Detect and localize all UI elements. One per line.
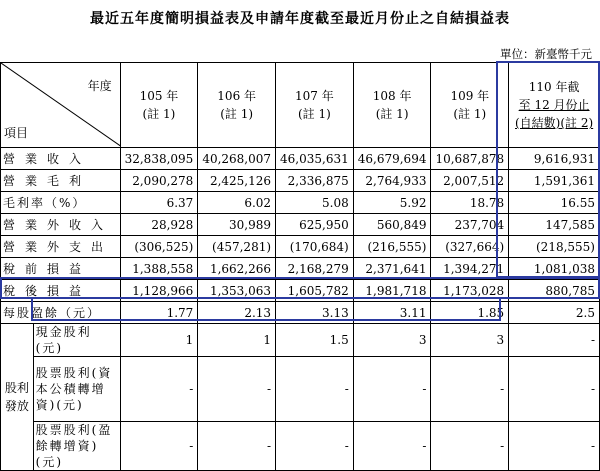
value-cell: 46,035,631 — [276, 148, 354, 170]
value-cell: 46,679,694 — [353, 148, 431, 170]
value-cell: (218,555) — [509, 236, 600, 258]
value-cell: 880,785 — [509, 280, 600, 302]
value-cell: 1 — [198, 324, 276, 357]
value-cell: 1.77 — [120, 302, 198, 324]
value-cell: 625,950 — [276, 214, 354, 236]
value-cell: 1,173,028 — [431, 280, 509, 302]
value-cell: 1,081,038 — [509, 258, 600, 280]
table-row — [1, 236, 600, 258]
dividend-group-label: 股利發放 — [1, 324, 34, 471]
value-cell: 30,989 — [198, 214, 276, 236]
unit-label: 單位：新臺幣千元 — [500, 47, 592, 61]
value-cell: 1,591,361 — [509, 170, 600, 192]
value-cell: - — [276, 357, 354, 422]
value-cell: (306,525) — [120, 236, 198, 258]
row-label: 營業外支出 — [1, 236, 121, 258]
value-cell: 5.08 — [276, 192, 354, 214]
value-cell: 1,394,271 — [431, 258, 509, 280]
value-cell: - — [353, 357, 431, 422]
value-cell: 147,585 — [509, 214, 600, 236]
value-cell: 2,371,641 — [353, 258, 431, 280]
value-cell: 1,605,782 — [276, 280, 354, 302]
value-cell: (170,684) — [276, 236, 354, 258]
value-cell: 237,704 — [431, 214, 509, 236]
value-cell: - — [198, 357, 276, 422]
dividend-label: 股票股利(資本公積轉增資)(元) — [33, 357, 120, 422]
value-cell: 2,425,126 — [198, 170, 276, 192]
row-label: 毛利率（%） — [1, 192, 121, 214]
value-cell: - — [353, 422, 431, 471]
year-header: 108 年 (註 1) — [353, 63, 431, 148]
item-axis-label: 項目 — [4, 126, 29, 140]
table-row — [1, 192, 600, 214]
value-cell: 2,336,875 — [276, 170, 354, 192]
row-label: 每股盈餘（元） — [1, 302, 121, 324]
dividend-row — [1, 422, 600, 471]
value-cell: 32,838,095 — [120, 148, 198, 170]
value-cell: 560,849 — [353, 214, 431, 236]
value-cell: 1.5 — [276, 324, 354, 357]
value-cell: 1,662,266 — [198, 258, 276, 280]
value-cell: 40,268,007 — [198, 148, 276, 170]
table-row — [1, 280, 600, 302]
value-cell: - — [120, 357, 198, 422]
value-cell: 1,981,718 — [353, 280, 431, 302]
value-cell: 5.92 — [353, 192, 431, 214]
table-row — [1, 214, 600, 236]
value-cell: 6.37 — [120, 192, 198, 214]
year-header: 106 年 (註 1) — [198, 63, 276, 148]
year-header: 105 年 (註 1) — [120, 63, 198, 148]
dividend-row — [1, 324, 600, 357]
value-cell: 9,616,931 — [509, 148, 600, 170]
year-header: 109 年 (註 1) — [431, 63, 509, 148]
year-header-current: 110 年截 至 12 月份止 (自結數)(註 2) — [509, 63, 600, 148]
value-cell: (457,281) — [198, 236, 276, 258]
dividend-label: 股票股利(盈餘轉增資)(元) — [33, 422, 120, 471]
value-cell: 1 — [120, 324, 198, 357]
row-label: 營業外收入 — [1, 214, 121, 236]
value-cell: 3 — [353, 324, 431, 357]
value-cell: - — [509, 324, 600, 357]
value-cell: (327,664) — [431, 236, 509, 258]
income-statement-table — [0, 62, 600, 471]
value-cell: - — [276, 422, 354, 471]
dividend-row — [1, 357, 600, 422]
value-cell: 28,928 — [120, 214, 198, 236]
value-cell: 2,007,512 — [431, 170, 509, 192]
diagonal-header-cell — [1, 63, 121, 148]
value-cell: 2,764,933 — [353, 170, 431, 192]
value-cell: 2,168,279 — [276, 258, 354, 280]
value-cell: 1.85 — [431, 302, 509, 324]
table-row — [1, 170, 600, 192]
value-cell: - — [120, 422, 198, 471]
value-cell: 3.11 — [353, 302, 431, 324]
value-cell: - — [431, 422, 509, 471]
table-row — [1, 302, 600, 324]
row-label: 稅後損益 — [1, 280, 121, 302]
value-cell: 10,687,878 — [431, 148, 509, 170]
value-cell: 3.13 — [276, 302, 354, 324]
table-row — [1, 148, 600, 170]
value-cell: 3 — [431, 324, 509, 357]
row-label: 營業收入 — [1, 148, 121, 170]
year-header: 107 年 (註 1) — [276, 63, 354, 148]
value-cell: 1,353,063 — [198, 280, 276, 302]
value-cell: - — [509, 357, 600, 422]
table-row — [1, 258, 600, 280]
value-cell: 18.78 — [431, 192, 509, 214]
dividend-label: 現金股利(元) — [33, 324, 120, 357]
value-cell: 6.02 — [198, 192, 276, 214]
value-cell: - — [509, 422, 600, 471]
value-cell: 2.13 — [198, 302, 276, 324]
title-text: 最近五年度簡明損益表及申請年度截至最近月份止之自結損益表 — [90, 11, 510, 27]
year-axis-label: 年度 — [87, 79, 112, 93]
value-cell: - — [431, 357, 509, 422]
row-label: 營業毛利 — [1, 170, 121, 192]
page-title — [0, 8, 600, 28]
value-cell: (216,555) — [353, 236, 431, 258]
header-row — [1, 63, 600, 148]
row-label: 稅前損益 — [1, 258, 121, 280]
value-cell: - — [198, 422, 276, 471]
value-cell: 1,128,966 — [120, 280, 198, 302]
value-cell: 1,388,558 — [120, 258, 198, 280]
value-cell: 2.5 — [509, 302, 600, 324]
value-cell: 2,090,278 — [120, 170, 198, 192]
value-cell: 16.55 — [509, 192, 600, 214]
